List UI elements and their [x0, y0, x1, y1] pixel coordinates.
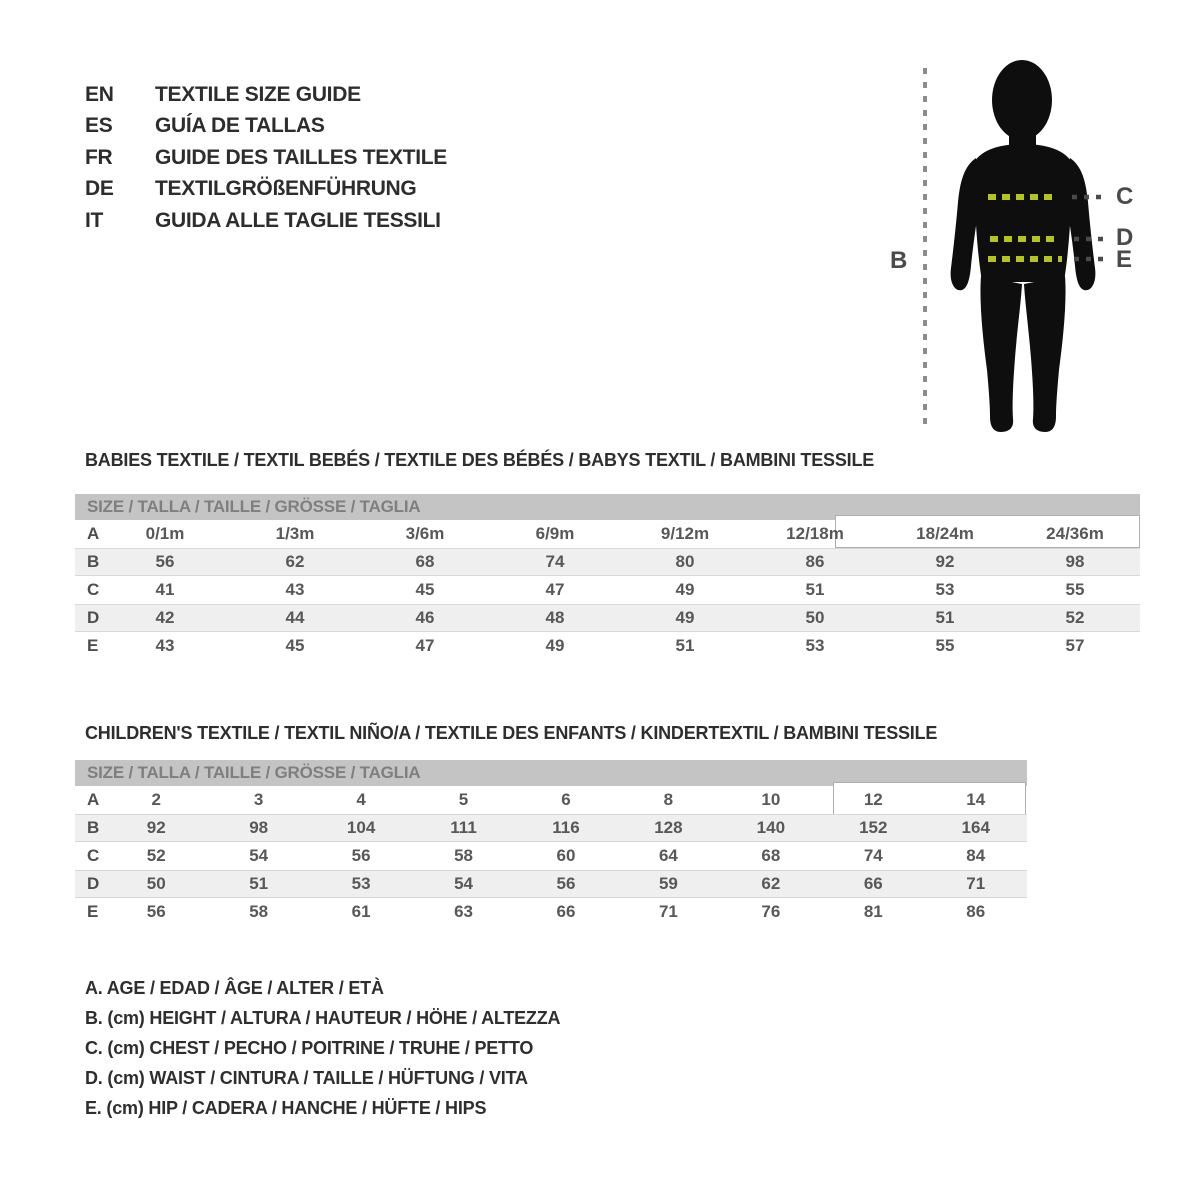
- height-label: B: [890, 247, 908, 274]
- guide-title: GUIDE DES TAILLES TEXTILE: [155, 145, 447, 169]
- table-cell: 59: [658, 874, 678, 893]
- table-cell: 81: [863, 902, 883, 921]
- table-cell: 74: [545, 552, 565, 571]
- row-label: E: [87, 636, 99, 655]
- table-cell: 51: [675, 636, 695, 655]
- children-section-title: CHILDREN'S TEXTILE / TEXTIL NIÑO/A / TEXTILE DES ENFANTS / KINDERTEXTIL / BAMBINI TESSILE: [85, 723, 938, 743]
- table-cell: 3/6m: [405, 524, 445, 543]
- table-cell: 12: [863, 790, 883, 809]
- table-cell: 4: [356, 790, 366, 809]
- language-row-de: [85, 174, 447, 206]
- table-cell: 58: [249, 902, 269, 921]
- table-cell: 49: [675, 580, 695, 599]
- table-cell: 86: [805, 552, 825, 571]
- table-cell: 50: [146, 874, 166, 893]
- table-cell: 53: [805, 636, 825, 655]
- table-cell: 86: [966, 902, 986, 921]
- guide-title: GUÍA DE TALLAS: [155, 114, 325, 138]
- table-cell: 55: [935, 636, 955, 655]
- row-label: A: [87, 524, 100, 543]
- row-label: B: [87, 552, 100, 571]
- table-cell: 24/36m: [1046, 524, 1104, 543]
- row-label: A: [87, 790, 100, 809]
- table-cell: 6: [561, 790, 571, 809]
- table-cell: 116: [552, 818, 580, 837]
- guide-title: GUIDA ALLE TAGLIE TESSILI: [155, 208, 441, 232]
- table-cell: 46: [415, 608, 435, 627]
- table-cell: 56: [146, 902, 166, 921]
- table-cell: 62: [285, 552, 305, 571]
- size-table-header: SIZE / TALLA / TAILLE / GRÖSSE / TAGLIA: [75, 760, 1027, 786]
- table-cell: 53: [935, 580, 955, 599]
- table-row-C: [75, 576, 1140, 604]
- table-cell: 2: [151, 790, 161, 809]
- language-code: EN: [85, 82, 114, 106]
- legend-age: A. AGE / EDAD / ÂGE / ALTER / ETÀ: [85, 977, 384, 998]
- language-code: IT: [85, 208, 104, 232]
- hip-label: E: [1116, 246, 1133, 273]
- legend-hip: E. (cm) HIP / CADERA / HANCHE / HÜFTE / HIPS: [85, 1097, 487, 1118]
- table-cell: 84: [966, 846, 986, 865]
- table-cell: 41: [155, 580, 175, 599]
- table-row-D: [75, 604, 1140, 632]
- table-cell: 80: [675, 552, 695, 571]
- table-cell: 68: [761, 846, 781, 865]
- table-cell: 71: [966, 874, 986, 893]
- table-cell: 62: [761, 874, 781, 893]
- guide-title: TEXTILGRÖßENFÜHRUNG: [155, 177, 417, 201]
- guide-title: TEXTILE SIZE GUIDE: [155, 82, 361, 106]
- row-label: D: [87, 608, 100, 627]
- table-cell: 0/1m: [145, 524, 185, 543]
- table-cell: 92: [146, 818, 166, 837]
- table-cell: 61: [351, 902, 371, 921]
- table-cell: 18/24m: [916, 524, 974, 543]
- table-cell: 48: [545, 608, 565, 627]
- legend-height: B. (cm) HEIGHT / ALTURA / HAUTEUR / HÖHE / ALTEZZA: [85, 1007, 561, 1028]
- table-cell: 68: [415, 552, 435, 571]
- table-cell: 54: [454, 874, 473, 893]
- table-cell: 128: [654, 818, 683, 837]
- table-cell: 74: [863, 846, 883, 865]
- table-cell: 47: [415, 636, 435, 655]
- table-cell: 45: [415, 580, 435, 599]
- children-table-rows: [75, 786, 1027, 926]
- child-silhouette: [860, 40, 1200, 460]
- language-code: ES: [85, 114, 113, 138]
- table-cell: 50: [805, 608, 825, 627]
- babies-section-title: BABIES TEXTILE / TEXTIL BEBÉS / TEXTILE DES BÉBÉS / BABYS TEXTIL / BAMBINI TESSILE: [85, 450, 875, 470]
- measurement-legend: [85, 973, 560, 1123]
- language-title-list: [85, 79, 447, 237]
- table-cell: 98: [1065, 552, 1085, 571]
- table-cell: 6/9m: [535, 524, 575, 543]
- chest-label: C: [1116, 183, 1134, 210]
- table-cell: 56: [351, 846, 371, 865]
- table-cell: 8: [663, 790, 674, 809]
- language-row-es: [85, 111, 447, 143]
- table-cell: 104: [346, 818, 376, 837]
- table-cell: 52: [1065, 608, 1085, 627]
- table-row-B: [75, 548, 1140, 576]
- children-size-table: [75, 760, 1027, 926]
- measurement-figure: [860, 40, 1200, 460]
- table-cell: 152: [859, 818, 888, 837]
- language-row-it: [85, 205, 447, 237]
- legend-chest: C. (cm) CHEST / PECHO / POITRINE / TRUHE / PETTO: [85, 1037, 534, 1058]
- table-cell: 76: [761, 902, 781, 921]
- table-cell: 47: [545, 580, 565, 599]
- table-cell: 63: [454, 902, 473, 921]
- table-cell: 111: [450, 818, 477, 837]
- language-row-fr: [85, 142, 447, 174]
- table-row-E: [75, 632, 1140, 660]
- table-cell: 5: [458, 790, 469, 809]
- table-cell: 49: [675, 608, 695, 627]
- table-cell: 92: [935, 552, 955, 571]
- table-cell: 44: [285, 608, 305, 627]
- table-cell: 60: [556, 846, 576, 865]
- table-cell: 43: [285, 580, 305, 599]
- table-cell: 56: [155, 552, 175, 571]
- table-row-A: [75, 786, 1027, 814]
- table-cell: 51: [935, 608, 955, 627]
- table-row-E: [75, 898, 1027, 926]
- legend-waist: D. (cm) WAIST / CINTURA / TAILLE / HÜFTUNG / VITA: [85, 1067, 528, 1088]
- table-cell: 71: [658, 902, 678, 921]
- row-label: C: [87, 580, 100, 599]
- table-cell: 49: [545, 636, 565, 655]
- table-cell: 3: [253, 790, 264, 809]
- language-row-en: [85, 79, 447, 111]
- babies-size-table: [75, 494, 1140, 660]
- waist-label: D: [1116, 224, 1134, 251]
- table-cell: 42: [155, 608, 175, 627]
- table-cell: 140: [756, 818, 786, 837]
- table-cell: 66: [863, 874, 883, 893]
- language-code: DE: [85, 177, 114, 201]
- table-row-C: [75, 842, 1027, 870]
- table-cell: 98: [249, 818, 269, 837]
- table-cell: 9/12m: [660, 524, 710, 543]
- table-cell: 51: [249, 874, 269, 893]
- table-cell: 53: [351, 874, 371, 893]
- row-label: D: [87, 874, 100, 893]
- row-label: B: [87, 818, 100, 837]
- table-cell: 55: [1065, 580, 1085, 599]
- table-cell: 56: [556, 874, 576, 893]
- table-cell: 58: [454, 846, 473, 865]
- row-label: E: [87, 902, 99, 921]
- table-cell: 52: [146, 846, 166, 865]
- table-cell: 10: [761, 790, 781, 809]
- table-row-B: [75, 814, 1027, 842]
- language-code: FR: [85, 145, 113, 169]
- table-cell: 51: [805, 580, 825, 599]
- table-cell: 54: [249, 846, 269, 865]
- size-table-header: SIZE / TALLA / TAILLE / GRÖSSE / TAGLIA: [75, 494, 1140, 520]
- babies-table-rows: [75, 520, 1140, 660]
- table-cell: 164: [961, 818, 990, 837]
- table-row-A: [75, 520, 1140, 548]
- table-cell: 1/3m: [275, 524, 315, 543]
- table-cell: 45: [285, 636, 305, 655]
- table-cell: 64: [658, 846, 678, 865]
- table-cell: 14: [966, 790, 986, 809]
- table-cell: 57: [1065, 636, 1085, 655]
- silhouette-body: [951, 60, 1096, 432]
- table-cell: 43: [155, 636, 175, 655]
- table-row-D: [75, 870, 1027, 898]
- table-cell: 12/18m: [786, 524, 844, 543]
- row-label: C: [87, 846, 100, 865]
- table-cell: 66: [556, 902, 576, 921]
